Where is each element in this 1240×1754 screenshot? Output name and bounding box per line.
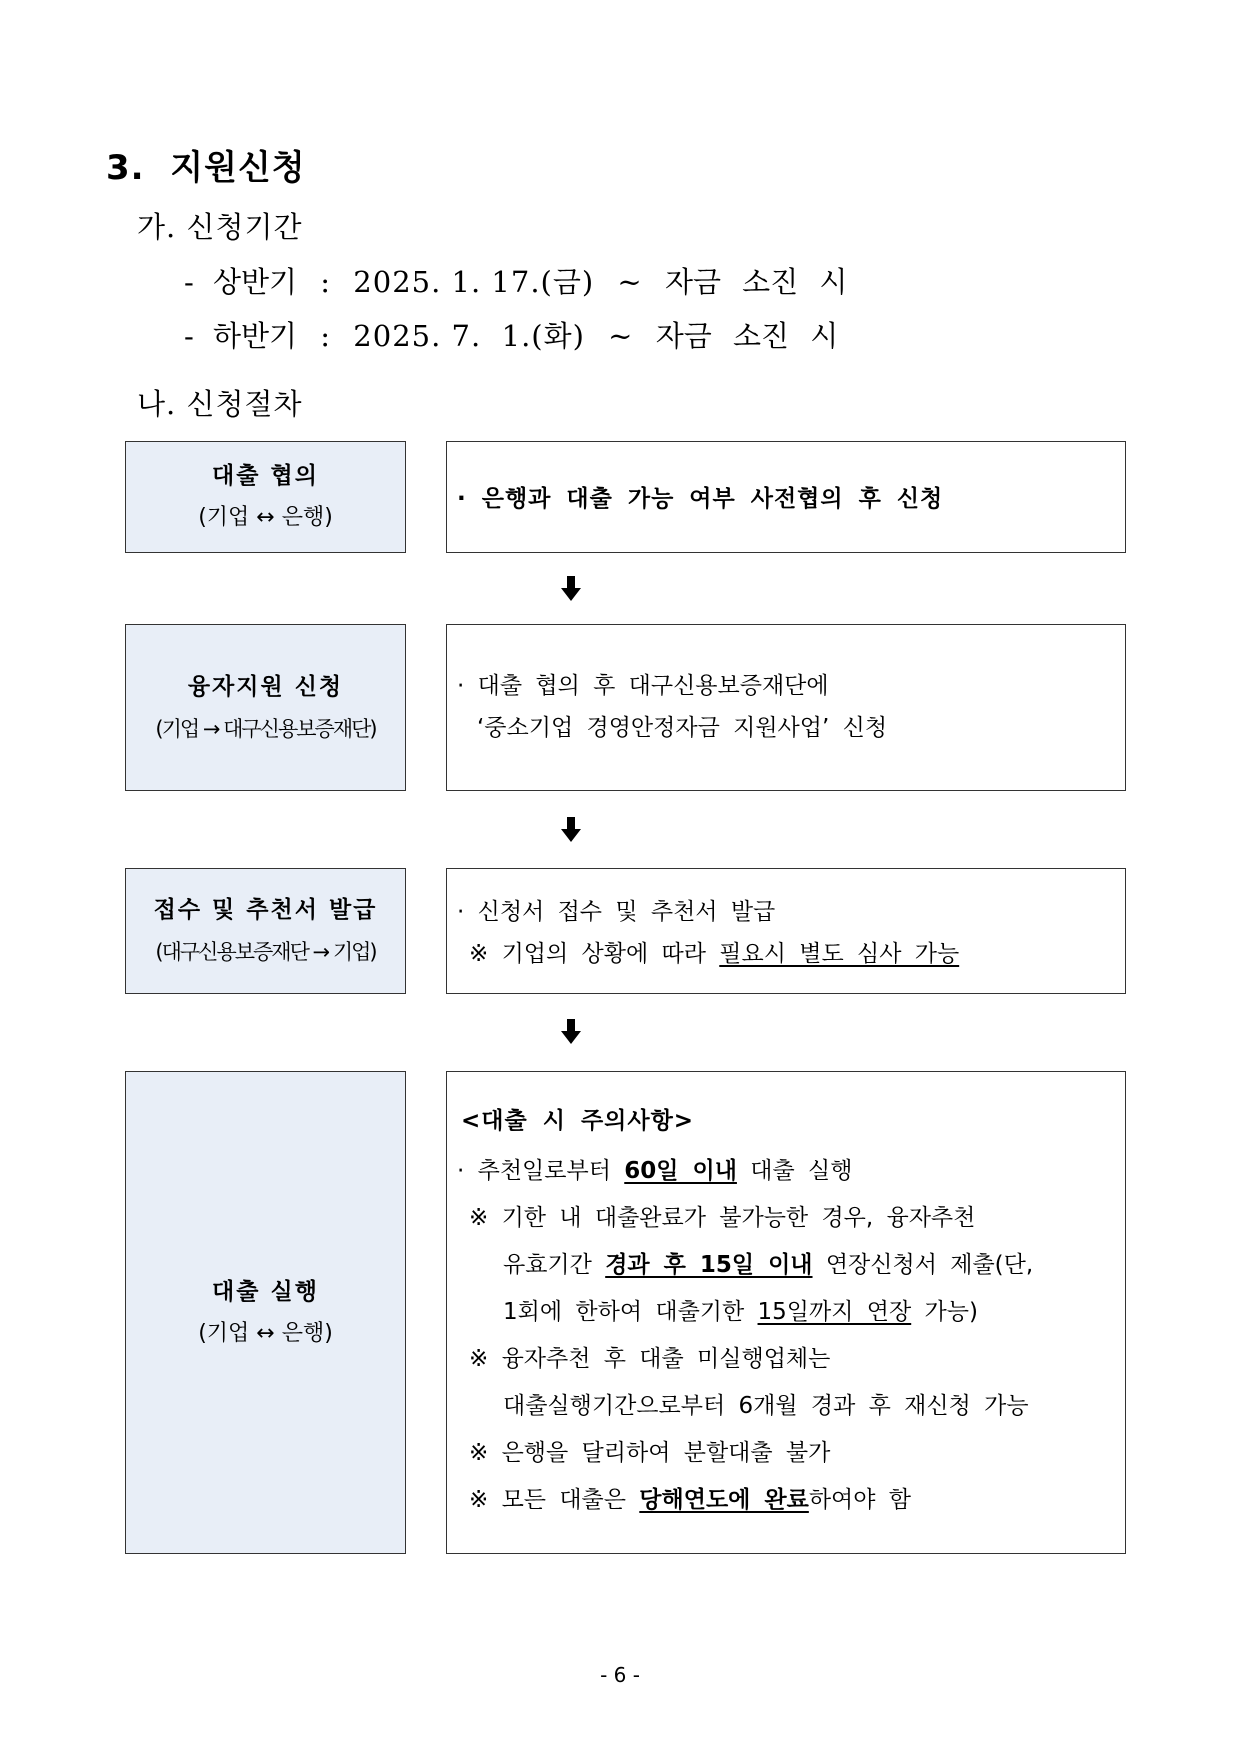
step-label-sub: (기업 ↔ 은행) [198, 1320, 333, 1346]
notice-line: ※ 융자추천 후 대출 미실행업체는 [469, 1346, 831, 1372]
down-arrow-icon [560, 817, 582, 843]
text: 가능) [911, 1299, 978, 1325]
step-label-sub: (대구신용보증재단 → 기업) [155, 940, 376, 964]
period-line-1 [184, 260, 847, 301]
step-content-line: · 신청서 접수 및 추천서 발급 [457, 899, 776, 925]
procedure-heading: 나. 신청절차 [137, 387, 303, 421]
step-label-title: 대출 협의 [212, 463, 319, 489]
underlined-text: 필요시 별도 심사 가능 [719, 941, 960, 967]
step-label-receipt-recommendation [125, 868, 406, 994]
period-date: 2025. 7. 1.(화) [353, 319, 585, 353]
period-tail: 자금 소진 시 [655, 319, 839, 353]
text: ※ 모든 대출은 [469, 1487, 640, 1513]
notice-line: 대출실행기간으로부터 6개월 경과 후 재신청 가능 [503, 1393, 1029, 1419]
step-content-line [469, 935, 959, 968]
step-content-line: · 은행과 대출 가능 여부 사전협의 후 신청 [457, 486, 944, 512]
notice-line: ※ 은행을 달리하여 분할대출 불가 [469, 1440, 831, 1466]
period-half: 상반기 [213, 265, 298, 299]
text: ※ 기업의 상황에 따라 [469, 941, 720, 967]
notice-title: <대출 시 주의사항> [461, 1108, 695, 1134]
notice-line [469, 1481, 911, 1514]
notice-line: ※ 기한 내 대출완료가 불가능한 경우, 융자추천 [469, 1205, 976, 1231]
step-content-loan-application [446, 624, 1126, 791]
underlined-text: 15일까지 연장 [757, 1299, 912, 1325]
step-content-line: ‘중소기업 경영안정자금 지원사업’ 신청 [477, 715, 888, 741]
step-content-receipt-recommendation [446, 868, 1126, 994]
notice-line [503, 1293, 978, 1326]
bold-underlined-text: 60일 이내 [624, 1158, 737, 1184]
down-arrow-icon [560, 576, 582, 602]
text: 하여야 함 [808, 1487, 912, 1513]
section-title-text: 지원신청 [170, 148, 306, 188]
text: 연장신청서 제출(단, [812, 1252, 1034, 1278]
text: 대출 실행 [736, 1158, 853, 1184]
period-heading: 가. 신청기간 [137, 210, 303, 244]
bold-underlined-text: 당해연도에 완료 [639, 1487, 809, 1513]
notice-line [503, 1246, 1033, 1279]
text: · 추천일로부터 [457, 1158, 625, 1184]
period-dash: - [184, 265, 194, 299]
period-tilde: ~ [617, 265, 642, 299]
period-tail: 자금 소진 시 [664, 265, 848, 299]
step-label-sub: (기업 → 대구신용보증재단) [155, 716, 376, 741]
step-content-loan-execution [446, 1071, 1126, 1554]
step-content-line: · 대출 협의 후 대구신용보증재단에 [457, 673, 829, 699]
period-line-2 [184, 314, 838, 355]
section-title [106, 140, 306, 189]
down-arrow-icon [560, 1019, 582, 1045]
period-tilde: ~ [608, 319, 633, 353]
step-label-sub: (기업 ↔ 은행) [198, 505, 333, 530]
step-label-loan-execution [125, 1071, 406, 1554]
period-date: 2025. 1. 17.(금) [353, 265, 595, 299]
period-dash: - [184, 319, 194, 353]
step-label-title: 접수 및 추천서 발급 [153, 897, 378, 923]
step-label-loan-application [125, 624, 406, 791]
period-colon: : [320, 265, 331, 299]
step-label-title: 대출 실행 [212, 1278, 319, 1305]
step-content-loan-consult [446, 441, 1126, 553]
bold-underlined-text: 경과 후 15일 이내 [605, 1252, 813, 1278]
notice-line [457, 1152, 852, 1185]
page-number: - 6 - [600, 1663, 640, 1687]
section-number: 3. [106, 148, 145, 188]
text: 1회에 한하여 대출기한 [503, 1299, 758, 1325]
period-half: 하반기 [213, 319, 298, 353]
step-label-loan-consult [125, 441, 406, 553]
period-colon: : [320, 319, 331, 353]
text: 유효기간 [503, 1252, 606, 1278]
step-label-title: 융자지원 신청 [187, 673, 344, 700]
